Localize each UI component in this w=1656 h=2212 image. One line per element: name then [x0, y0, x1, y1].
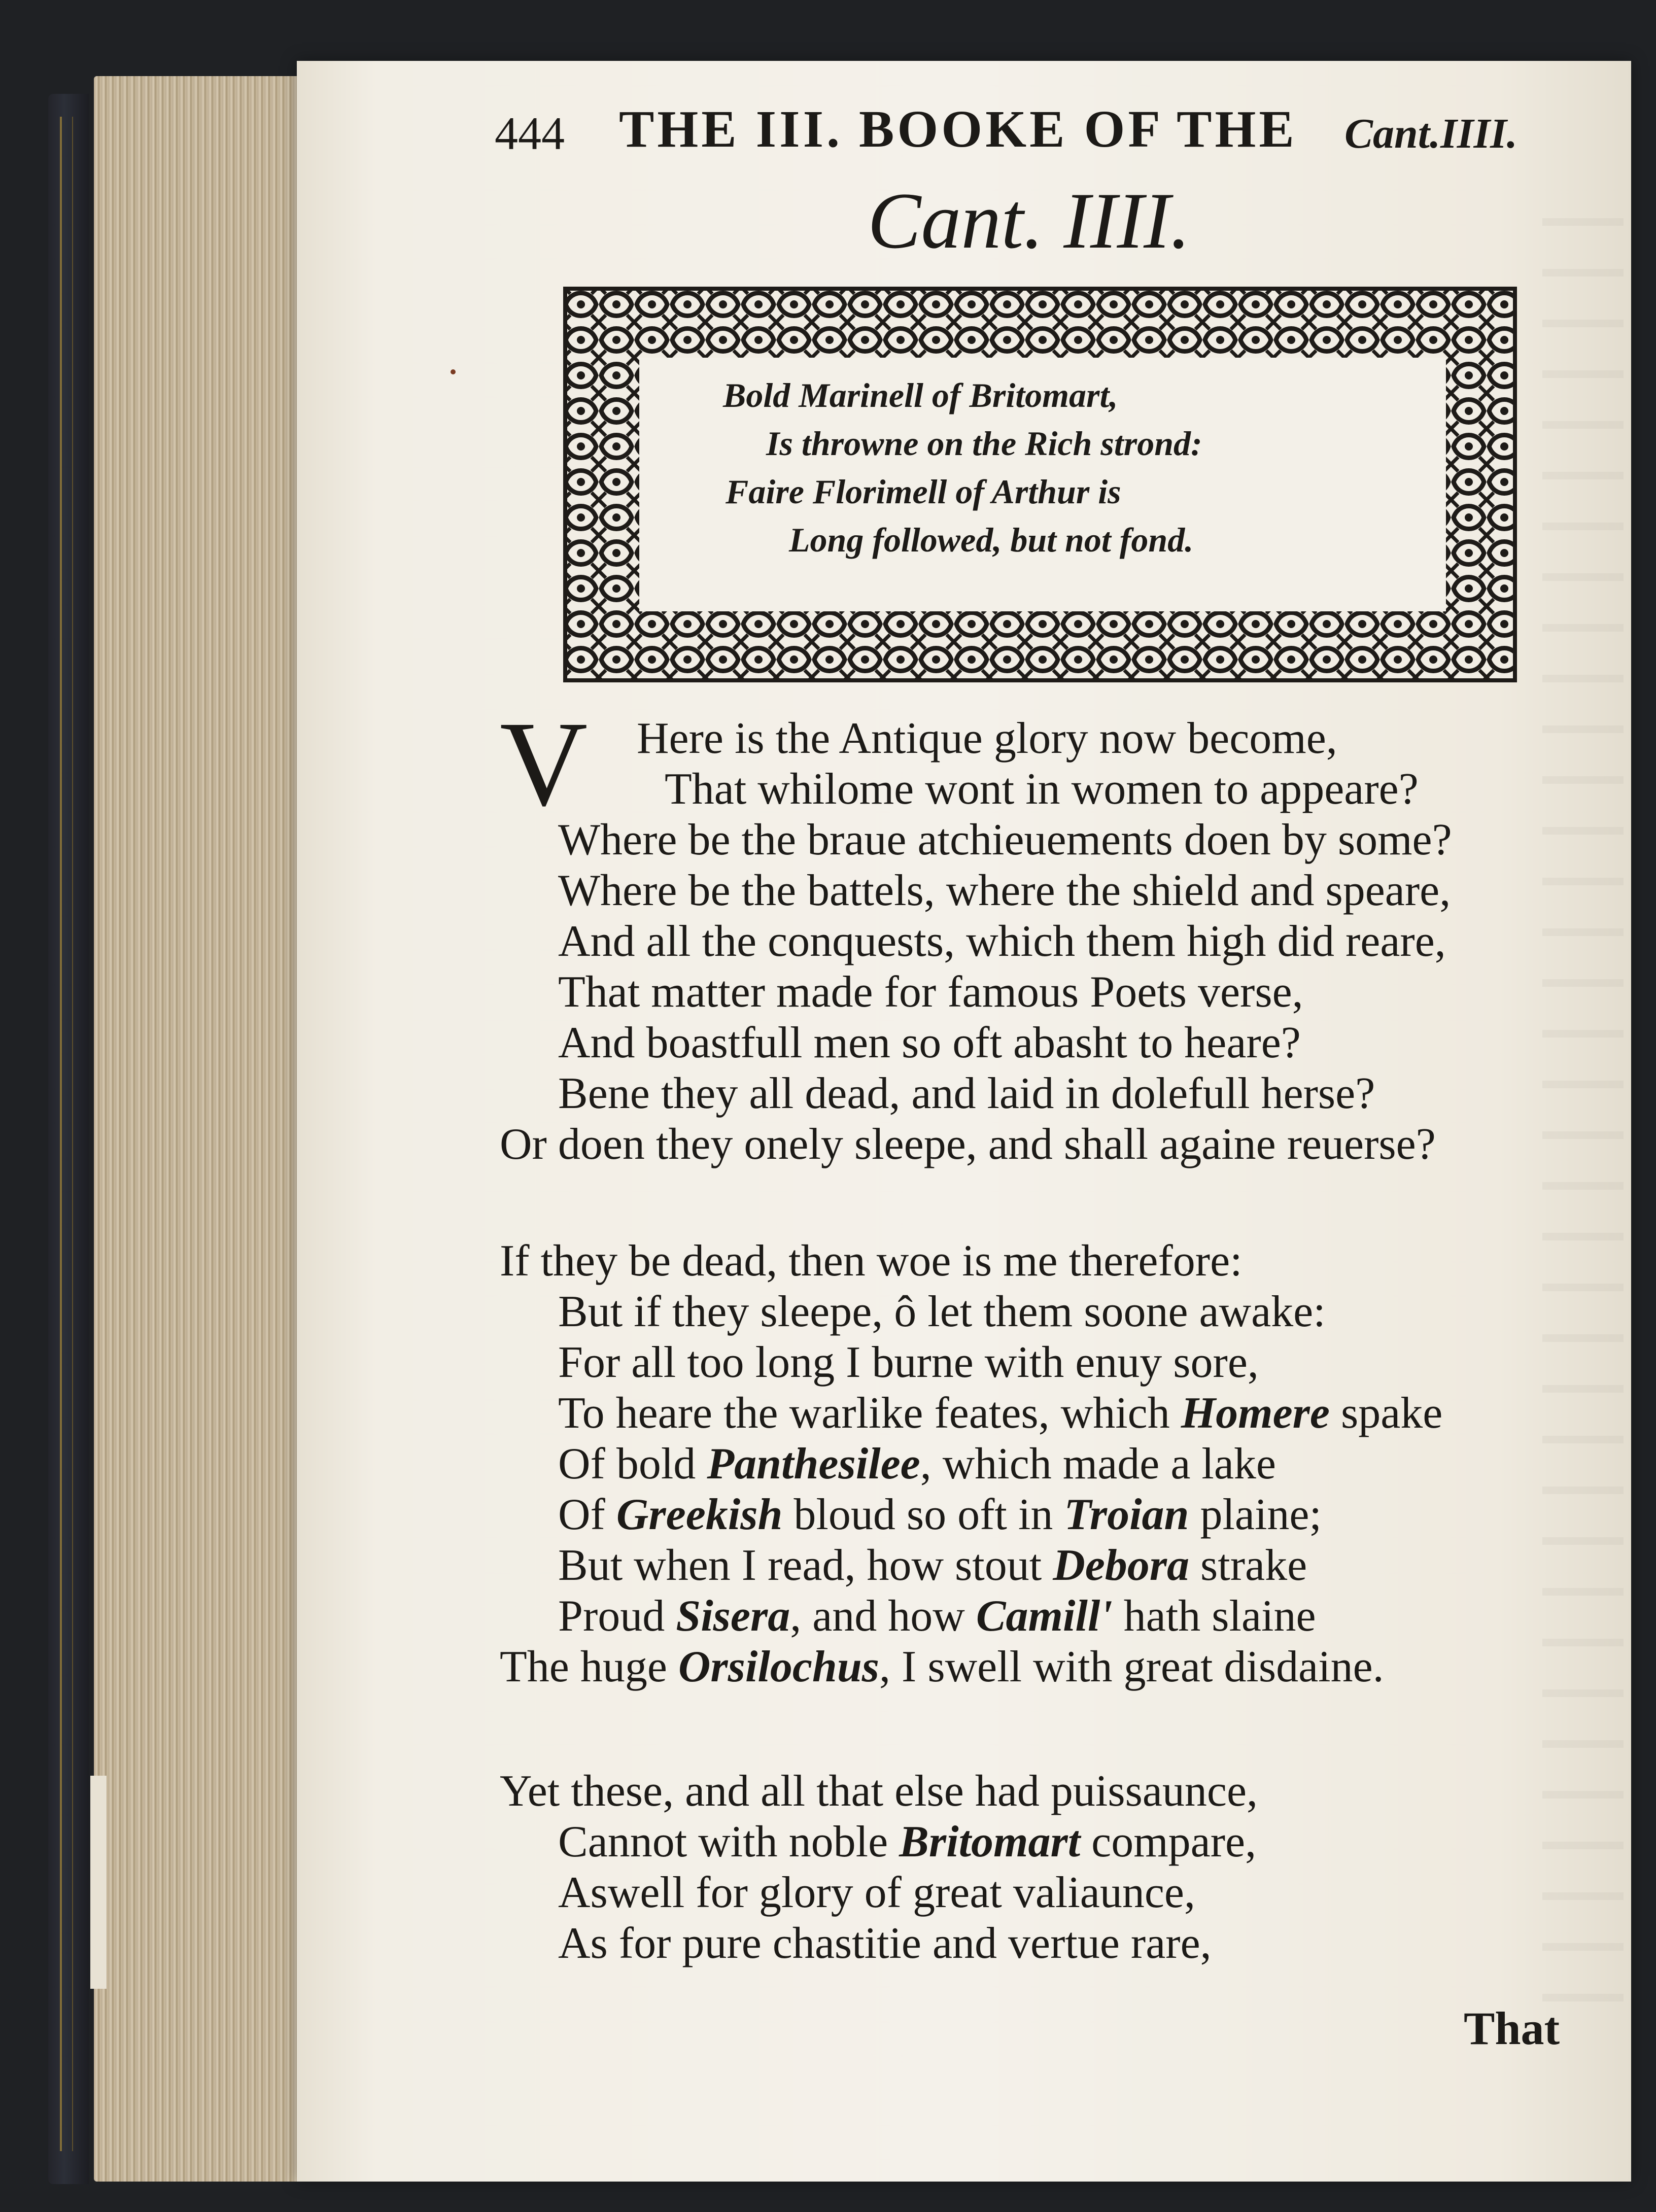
verse-text: bloud so oft in: [782, 1490, 1064, 1539]
proper-name: Troian: [1064, 1490, 1189, 1539]
verse-line: And boastfull men so oft abasht to heare?: [558, 1018, 1301, 1067]
verse-text: Cannot with noble: [558, 1817, 900, 1867]
canto-title: Cant. IIII.: [868, 177, 1191, 265]
page-number: 444: [495, 108, 565, 159]
verse-line: If they be dead, then woe is me therefore:: [500, 1236, 1243, 1286]
verse-text: , and how: [790, 1592, 976, 1641]
proper-name: Camill': [976, 1592, 1113, 1641]
verse-text: The huge: [500, 1642, 678, 1691]
ink-speck: [451, 369, 456, 374]
proper-name: Debora: [1053, 1541, 1190, 1590]
proper-name: Panthesilee: [707, 1439, 920, 1489]
verse-line: Where be the battels, where the shield and speare,: [558, 866, 1451, 915]
proper-name: Homere: [1181, 1389, 1330, 1438]
verse-line: [500, 1641, 1384, 1692]
verse-text: But when I read, how stout: [558, 1541, 1053, 1590]
proper-name: Greekish: [616, 1490, 783, 1539]
verse-text: compare,: [1080, 1817, 1257, 1867]
verse-text: plaine;: [1189, 1490, 1322, 1539]
verse-text: To heare the warlike feates, which: [558, 1389, 1181, 1438]
verse-line: And all the conquests, which them high did reare,: [558, 917, 1446, 966]
verse-line: Bene they all dead, and laid in dolefull herse?: [558, 1069, 1375, 1118]
verse-line: [558, 1540, 1307, 1591]
verse-text: hath slaine: [1112, 1592, 1316, 1641]
shelf-label: [90, 1776, 107, 1989]
verse-text: Of bold: [558, 1439, 707, 1489]
page-edges: [94, 76, 302, 2182]
verse-line: That whilome wont in women to appeare?: [665, 765, 1419, 814]
verse-line: Yet these, and all that else had puissaunce,: [500, 1767, 1258, 1816]
verse-line: [558, 1388, 1442, 1439]
verse-line: That matter made for famous Poets verse,: [558, 967, 1303, 1017]
verse-line: Where be the braue atchieuements doen by some?: [558, 815, 1452, 865]
verse-text: Proud: [558, 1592, 676, 1641]
verse-text: Of: [558, 1490, 616, 1539]
verse-line: Aswell for glory of great valiaunce,: [558, 1868, 1195, 1917]
show-through: [1542, 183, 1624, 2009]
gilt-line: [60, 117, 73, 2151]
verse-text: , I swell with great disdaine.: [879, 1642, 1384, 1691]
verse-line: But if they sleepe, ô let them soone awake:: [558, 1287, 1326, 1336]
verse-line: [558, 1816, 1256, 1868]
verse-line: Here is the Antique glory now become,: [637, 714, 1337, 763]
verse-text: , which made a lake: [920, 1439, 1276, 1489]
proper-name: Orsilochus: [678, 1642, 880, 1691]
verse-line: [558, 1591, 1316, 1642]
verse-text: spake: [1329, 1389, 1443, 1438]
running-canto: Cant.IIII.: [1344, 110, 1517, 157]
verse-line: For all too long I burne with enuy sore,: [558, 1338, 1259, 1387]
argument-line: Faire Florimell of Arthur is: [726, 472, 1121, 511]
running-title: THE III. BOOKE OF THE: [619, 100, 1297, 158]
verse-line: [558, 1489, 1322, 1540]
verse-line: Or doen they onely sleepe, and shall againe reuerse?: [500, 1120, 1436, 1169]
verse-text: strake: [1189, 1541, 1307, 1590]
proper-name: Sisera: [676, 1592, 790, 1641]
catchword: That: [1464, 2002, 1560, 2054]
argument-line: Long followed, but not fond.: [789, 521, 1194, 559]
drop-cap: V: [500, 696, 588, 831]
verse-line: As for pure chastitie and vertue rare,: [558, 1919, 1212, 1968]
proper-name: Britomart: [899, 1817, 1081, 1867]
argument-line: Bold Marinell of Britomart,: [723, 376, 1118, 414]
argument-line: Is throwne on the Rich strond:: [766, 424, 1202, 463]
verse-line: [558, 1438, 1276, 1490]
